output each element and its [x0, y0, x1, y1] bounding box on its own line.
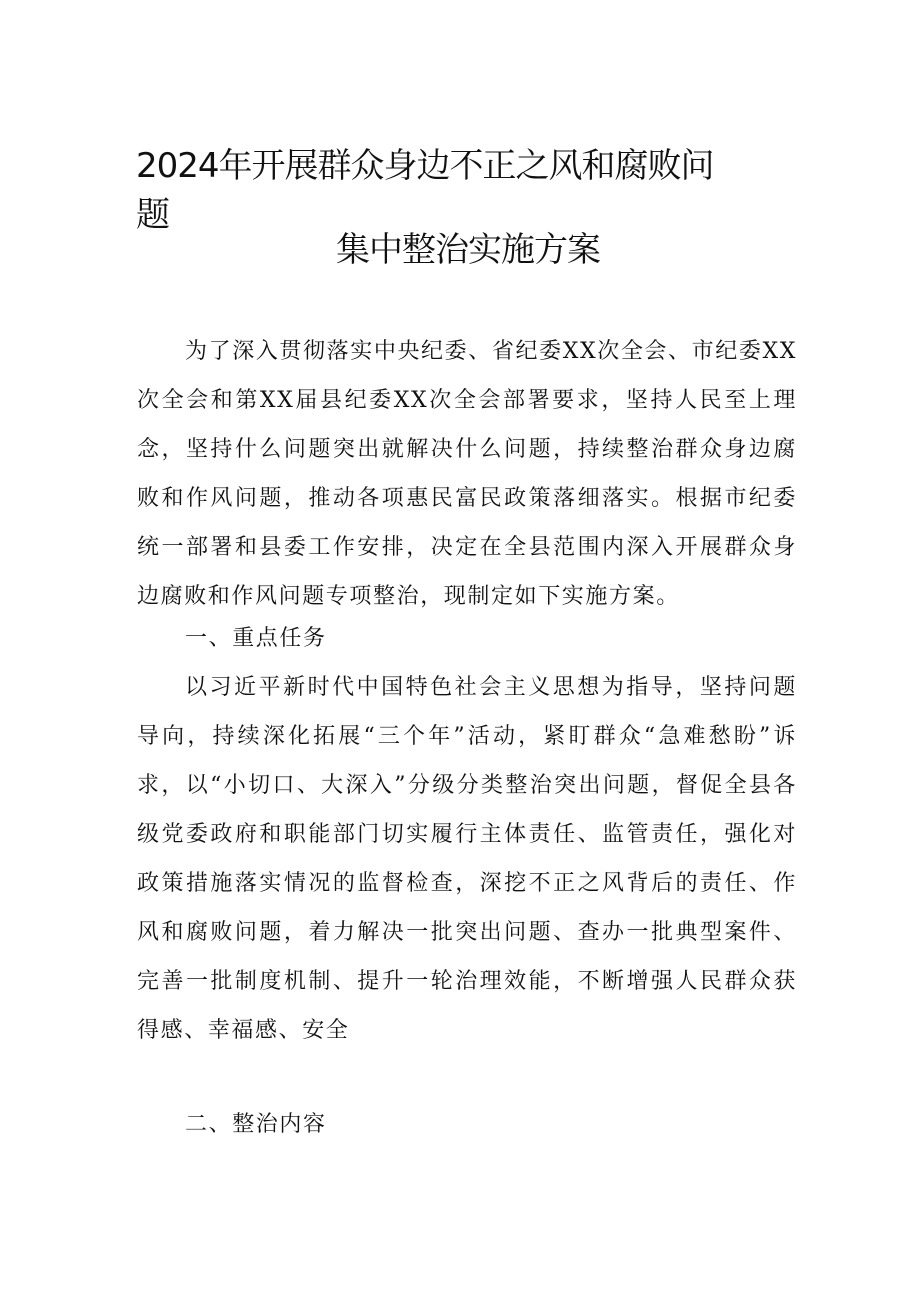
key-tasks-paragraph: 以习近平新时代中国特色社会主义思想为指导，坚持问题导向，持续深化拓展“三个年”活动，紧盯群众“急难愁盼”诉求，以“小切口、大深入”分级分类整治突出问题，督促全县各级党委政府和职能部门切实履行主体责任、监管责任，强化对政策措施落实情况的监督检查，深挖不正之风背后的责任、作风和腐败问题，着力解决一批突出问题、查办一批典型案件、完善一批制度机制、提升一轮治理效能，不断增强人民群众获得感、幸福感、安全	[137, 675, 797, 1043]
section-heading-key-tasks: 一、重点任务	[185, 626, 327, 651]
document-title-line1: 2024年开展群众身边不正之风和腐败问题	[136, 146, 714, 235]
section-heading-rectification-content: 二、整治内容	[185, 1112, 327, 1137]
document-title-line2: 集中整治实施方案	[336, 230, 600, 270]
intro-paragraph: 为了深入贯彻落实中央纪委、省纪委XX次全会、市纪委XX次全会和第XX届县纪委XX次全会部署要求，坚持人民至上理念，坚持什么问题突出就解决什么问题，持续整治群众身边腐败和作风问题，推动各项惠民富民政策落细落实。根据市纪委统一部署和县委工作安排，决定在全县范围内深入开展群众身边腐败和作风问题专项整治，现制定如下实施方案。	[137, 339, 797, 609]
